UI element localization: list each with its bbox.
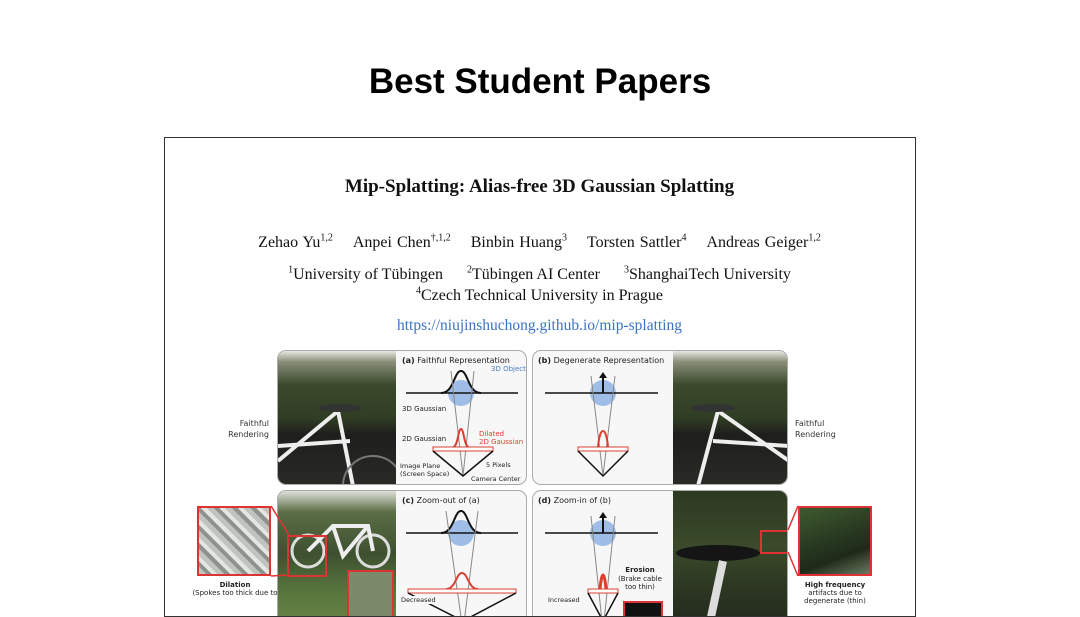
label-5-pixels: 5 Pixels [486, 461, 511, 469]
author: Zehao Yu$^{1,2}$ [258, 233, 333, 252]
author: Andreas Geiger$^{1,2}$ [706, 233, 821, 252]
erosion-label: Erosion (Brake cable too thin) [618, 566, 662, 591]
paper-title: Mip-Splatting: Alias-free 3D Gaussian Splatting [344, 176, 735, 197]
author: Torsten Sattler$^4$ [586, 233, 687, 252]
label-dilated-2d-gaussian: Dilated 2D Gaussian [479, 430, 524, 446]
slide-title: Best Student Papers [368, 62, 712, 101]
label-increased: Increased [548, 596, 580, 604]
paper-page [164, 137, 916, 617]
affiliation: $^1$University of Tübingen [288, 265, 443, 284]
dilation-label: Dilation (Spokes too thick due to [192, 581, 278, 597]
panel-c-title: (c) Zoom-out of (a) [402, 496, 480, 505]
author: Anpei Chen$^{\dagger,1,2}$ [352, 233, 451, 252]
inset-connector-lines [165, 138, 914, 617]
label-2d-gaussian: 2D Gaussian [402, 435, 447, 443]
faithful-rendering-label-right: Faithful Rendering [795, 419, 836, 439]
affiliation: $^3$ShanghaiTech University [623, 265, 791, 284]
panel-b-title: (b) Degenerate Representation [538, 356, 665, 365]
affiliation: $^2$Tübingen AI Center [466, 265, 600, 284]
label-3d-gaussian: 3D Gaussian [402, 405, 447, 413]
affiliation: $^4$Czech Technical University in Prague [415, 286, 664, 305]
faithful-rendering-label-left: Faithful Rendering [228, 419, 269, 439]
label-3d-object: 3D Object [491, 365, 526, 373]
label-decreased: Decreased [401, 596, 436, 604]
project-link[interactable]: https://niujinshuchong.github.io/mip-splatting [396, 317, 683, 334]
label-image-plane: Image Plane (Screen Space) [400, 462, 450, 478]
author: Binbin Huang$^3$ [470, 233, 567, 252]
panel-d-title: (d) Zoom-in of (b) [538, 496, 611, 505]
label-camera-center: Camera Center [471, 475, 521, 483]
high-frequency-label: High frequency artifacts due to degenerate (thin) [804, 581, 866, 605]
panel-a-title: (a) Faithful Representation [402, 356, 510, 365]
